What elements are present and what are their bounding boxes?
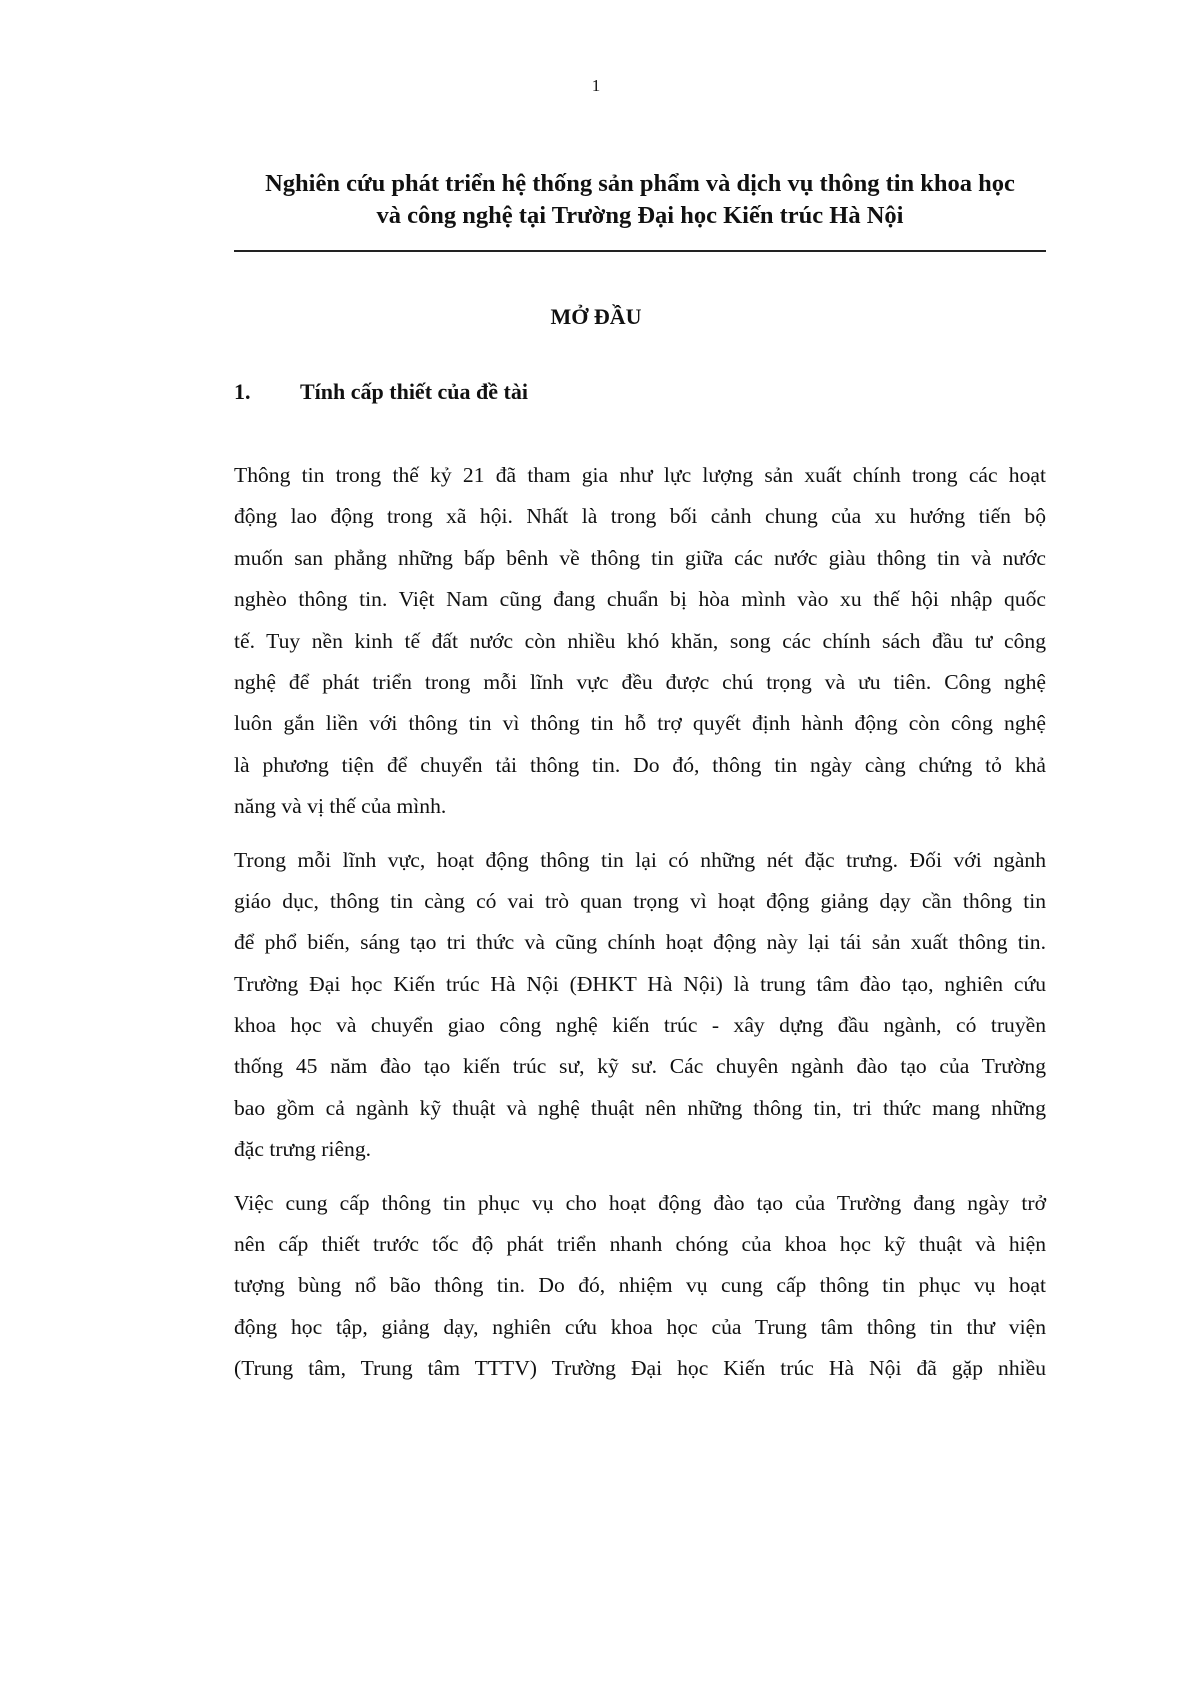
paragraph-line: thống 45 năm đào tạo kiến trúc sư, kỹ sư. Các chuyên ngành đào tạo của Trường — [234, 1054, 1046, 1079]
paragraph-line: nghệ để phát triển trong mỗi lĩnh vực đều được chú trọng và ưu tiên. Công nghệ — [234, 669, 1046, 694]
paragraph-line: đặc trưng riêng. — [234, 1137, 372, 1162]
paragraph-line: muốn san phẳng những bấp bênh về thông tin giữa các nước giàu thông tin và nước — [234, 545, 1046, 570]
title-divider — [234, 250, 1046, 252]
document-title-line: Nghiên cứu phát triển hệ thống sản phẩm và dịch vụ thông tin khoa học — [265, 170, 1015, 197]
paragraph-line: để phổ biến, sáng tạo tri thức và cũng chính hoạt động này lại tái sản xuất thông tin. — [234, 930, 1046, 955]
paragraph-line: khoa học và chuyển giao công nghệ kiến trúc - xây dựng đầu ngành, có truyền — [234, 1013, 1046, 1038]
paragraph-line: Trường Đại học Kiến trúc Hà Nội (ĐHKT Hà Nội) là trung tâm đào tạo, nghiên cứu — [234, 971, 1046, 996]
paragraph-line: Thông tin trong thế kỷ 21 đã tham gia như lực lượng sản xuất chính trong các hoạt — [234, 463, 1046, 487]
document-title — [234, 168, 1046, 232]
paragraph-line: động lao động trong xã hội. Nhất là trong bối cảnh chung của xu hướng tiến bộ — [234, 504, 1046, 529]
intro-heading: MỞ ĐẦU — [550, 304, 642, 329]
document-body — [234, 455, 1046, 1402]
paragraph-line: Việc cung cấp thông tin phục vụ cho hoạt động đào tạo của Trường đang ngày trở — [234, 1190, 1046, 1215]
paragraph-line: năng và vị thế của mình. — [234, 794, 447, 819]
paragraph-line: động học tập, giảng dạy, nghiên cứu khoa học của Trung tâm thông tin thư viện — [234, 1314, 1046, 1339]
paragraph-line: nghèo thông tin. Việt Nam cũng đang chuẩn bị hòa mình vào xu thế hội nhập quốc — [234, 587, 1046, 612]
body-paragraph — [234, 840, 1046, 1171]
paragraph-line: (Trung tâm, Trung tâm TTTV) Trường Đại học Kiến trúc Hà Nội đã gặp nhiều — [234, 1356, 1046, 1381]
body-paragraph — [234, 1183, 1046, 1390]
section-heading — [234, 379, 528, 405]
section-title: Tính cấp thiết của đề tài — [300, 379, 528, 404]
page-number: 1 — [591, 76, 601, 95]
paragraph-line: tế. Tuy nền kinh tế đất nước còn nhiều khó khăn, song các chính sách đầu tư công — [234, 628, 1046, 653]
section-number: 1. — [234, 379, 251, 404]
paragraph-line: tượng bùng nổ bão thông tin. Do đó, nhiệm vụ cung cấp thông tin phục vụ hoạt — [234, 1273, 1046, 1298]
paragraph-line: bao gồm cả ngành kỹ thuật và nghệ thuật nên những thông tin, tri thức mang những — [234, 1095, 1046, 1120]
paragraph-line: nên cấp thiết trước tốc độ phát triển nhanh chóng của khoa học kỹ thuật và hiện — [234, 1232, 1046, 1257]
paragraph-line: là phương tiện để chuyển tải thông tin. Do đó, thông tin ngày càng chứng tỏ khả — [234, 752, 1046, 777]
body-paragraph — [234, 455, 1046, 828]
document-title-line: và công nghệ tại Trường Đại học Kiến trúc Hà Nội — [376, 202, 904, 229]
paragraph-line: Trong mỗi lĩnh vực, hoạt động thông tin lại có những nét đặc trưng. Đối với ngành — [234, 847, 1046, 872]
paragraph-line: giáo dục, thông tin càng có vai trò quan trọng vì hoạt động giảng dạy cần thông tin — [234, 888, 1046, 913]
paragraph-line: luôn gắn liền với thông tin vì thông tin hỗ trợ quyết định hành động còn công nghệ — [234, 711, 1046, 736]
